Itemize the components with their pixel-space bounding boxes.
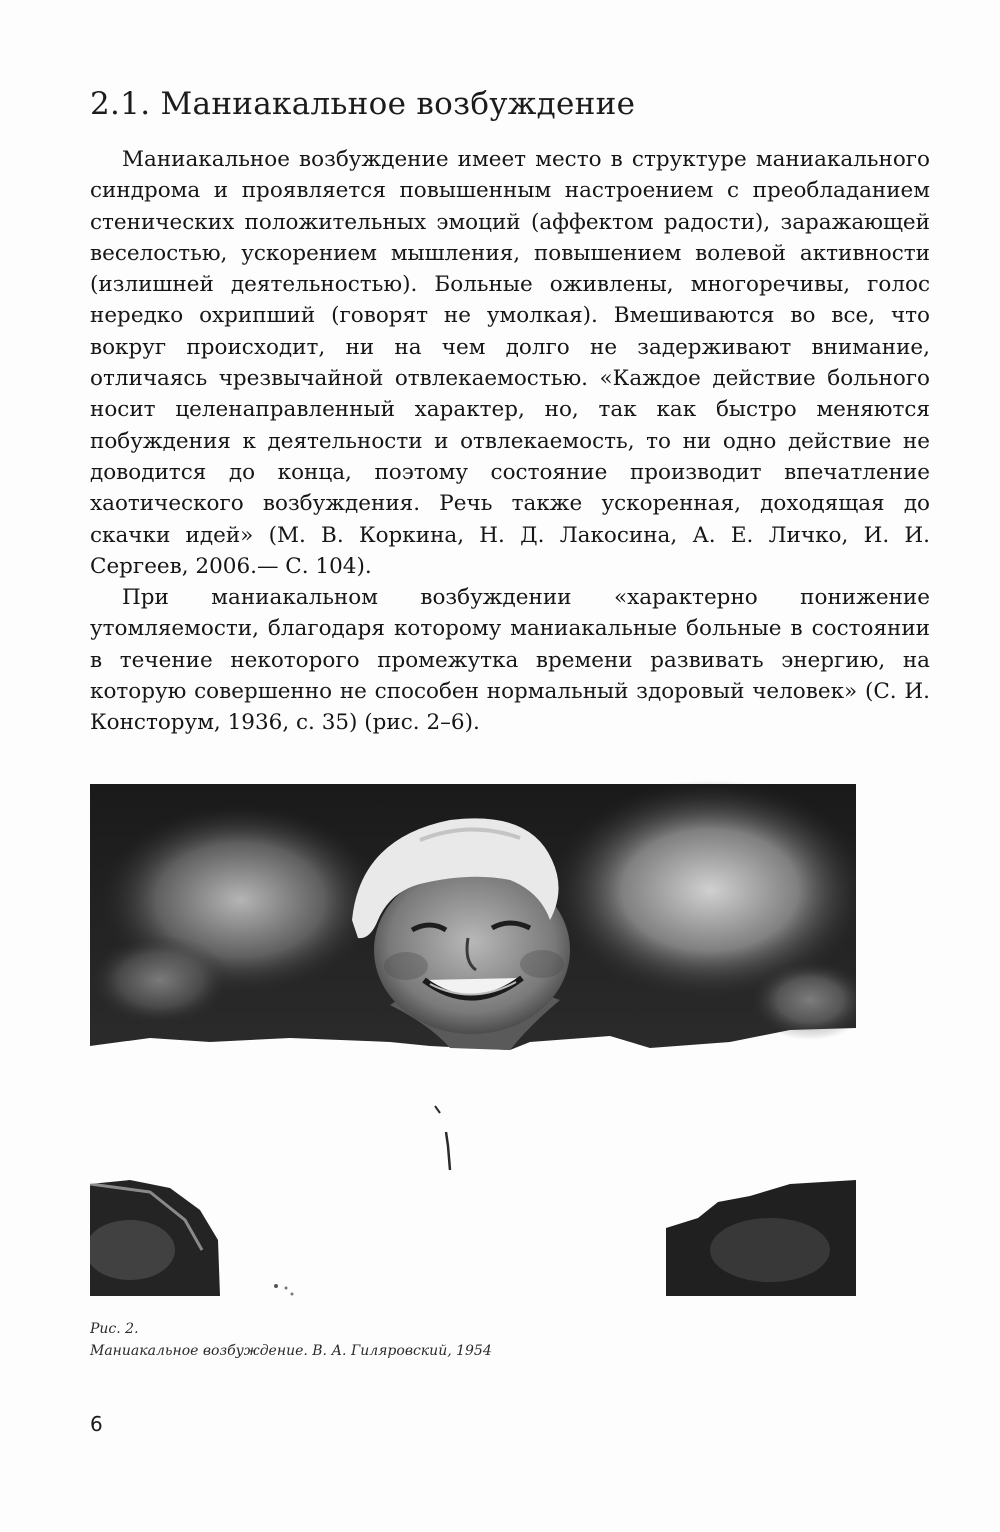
figure-caption-text: Маниакальное возбуждение. В. А. Гиляровский, 1954 [90, 1343, 492, 1359]
figure-caption [90, 1318, 790, 1362]
figure-photo [90, 780, 856, 1300]
body-text [90, 144, 930, 739]
paragraph-2: При маниакальном возбуждении «характерно понижение утомляемости, благодаря которому маниакальные больные в состоянии в течение некоторого промежутка времени развивать энергию, на которую совершенно не способен нормальный здоровый человек» (С. И. Консторум, 1936, с. 35) (рис. 2–6). [90, 585, 930, 736]
manic-patient-photo [90, 780, 856, 1300]
section-title: 2.1. Маниакальное возбуждение [90, 86, 636, 122]
figure-label: Рис. 2. [90, 1321, 139, 1337]
page-number: 6 [90, 1412, 103, 1436]
paragraph-1: Маниакальное возбуждение имеет место в структуре маниакального синдрома и проявляется повышенным настроением с преобладанием стенических положительных эмоций (аффектом радости), заражающей веселостью, ускорением мышления, повышением волевой активности (излишней деятельностью). Больные оживлены, многоречивы, голос нередко охрипший (говорят не умолкая). Вмешиваются во все, что вокруг происходит, ни на чем долго не задерживают внимание, отличаясь чрезвычайной отвлекаемостью. «Каждое действие больного носит целенаправленный характер, но, так как быстро меняются побуждения к деятельности и отвлекаемость, то ни одно действие не доводится до конца, поэтому состояние производит впечатление хаотического возбуждения. Речь также ускоренная, доходящая до скачки идей» (М. В. Коркина, Н. Д. Лакосина, А. Е. Личко, И. И. Сергеев, 2006.— С. 104). [90, 147, 930, 579]
